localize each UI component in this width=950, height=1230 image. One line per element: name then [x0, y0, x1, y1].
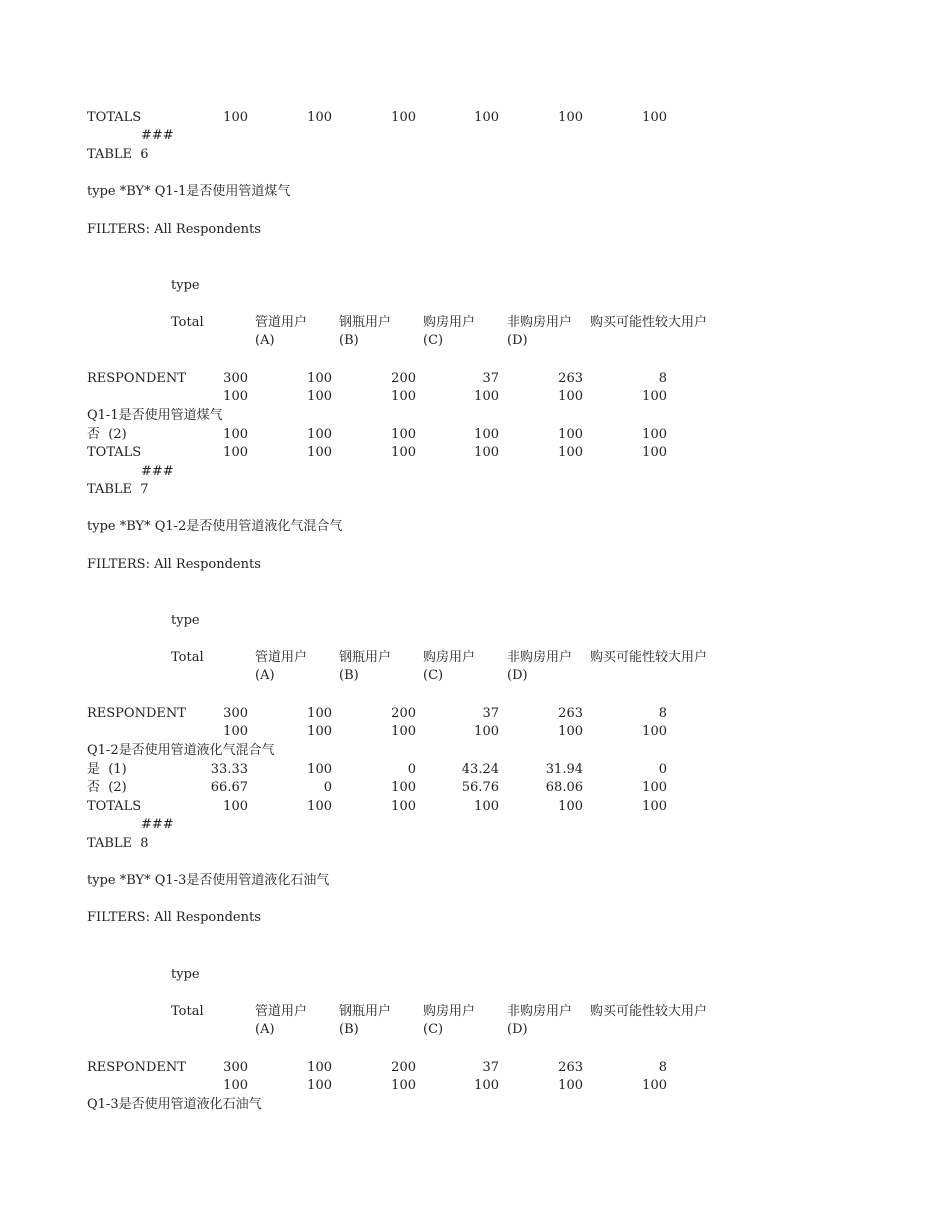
totals-cell: 100 [558, 445, 583, 460]
totals-cell: 100 [223, 445, 248, 460]
respondent-pct-cell: 100 [307, 724, 332, 739]
column-header: 购房用户 [423, 650, 476, 665]
column-header: 购买可能性较大用户 [590, 650, 708, 665]
row-cell: 100 [642, 427, 667, 442]
respondent-label: RESPONDENT [87, 371, 186, 386]
hash-separator: ### [141, 464, 174, 479]
column-letter: (B) [339, 1022, 359, 1037]
respondent-pct-cell: 100 [307, 1078, 332, 1093]
row-cell: 43.24 [461, 762, 499, 777]
column-letter: (C) [423, 333, 444, 348]
respondent-cell: 300 [223, 706, 248, 721]
hash-separator: ### [141, 128, 174, 143]
totals-label: TOTALS [87, 110, 142, 125]
column-letter: (A) [255, 1022, 275, 1037]
respondent-cell: 300 [223, 371, 248, 386]
respondent-cell: 37 [482, 1060, 499, 1075]
variable-label: Q1-3是否使用管道液化石油气 [87, 1097, 262, 1112]
respondent-cell: 300 [223, 1060, 248, 1075]
totals-cell: 100 [642, 445, 667, 460]
respondent-pct-cell: 100 [558, 724, 583, 739]
totals-cell: 100 [558, 110, 583, 125]
respondent-cell: 100 [307, 706, 332, 721]
row-cell: 100 [391, 780, 416, 795]
column-header: 管道用户 [255, 315, 308, 330]
column-header: 钢瓶用户 [339, 650, 392, 665]
totals-cell: 100 [307, 799, 332, 814]
column-letter: (C) [423, 668, 444, 683]
column-header-total: Total [171, 315, 204, 330]
row-cell: 56.76 [461, 780, 499, 795]
column-header: 非购房用户 [507, 650, 573, 665]
row-cell: 0 [658, 762, 667, 777]
column-header: 购买可能性较大用户 [590, 1004, 708, 1019]
respondent-pct-cell: 100 [223, 724, 248, 739]
hash-separator: ### [141, 817, 174, 832]
respondent-pct-cell: 100 [474, 389, 499, 404]
totals-cell: 100 [307, 445, 332, 460]
row-label: 否 (2) [87, 780, 127, 795]
respondent-cell: 8 [658, 1060, 667, 1075]
column-header: 购买可能性较大用户 [590, 315, 708, 330]
column-header: 管道用户 [255, 650, 308, 665]
column-header: 购房用户 [423, 315, 476, 330]
respondent-pct-cell: 100 [558, 1078, 583, 1093]
row-cell: 100 [474, 427, 499, 442]
column-header: 非购房用户 [507, 315, 573, 330]
respondent-cell: 200 [391, 1060, 416, 1075]
totals-cell: 100 [558, 799, 583, 814]
respondent-pct-cell: 100 [474, 1078, 499, 1093]
totals-label: TOTALS [87, 799, 142, 814]
banner-type-label: type [171, 278, 200, 293]
totals-cell: 100 [474, 445, 499, 460]
totals-cell: 100 [391, 799, 416, 814]
respondent-pct-cell: 100 [223, 1078, 248, 1093]
table-title: TABLE 6 [87, 147, 149, 162]
column-letter: (A) [255, 668, 275, 683]
column-header: 钢瓶用户 [339, 1004, 392, 1019]
respondent-pct-cell: 100 [558, 389, 583, 404]
respondent-pct-cell: 100 [307, 389, 332, 404]
variable-label: Q1-1是否使用管道煤气 [87, 408, 223, 423]
row-cell: 0 [323, 780, 332, 795]
row-cell: 100 [391, 427, 416, 442]
respondent-pct-cell: 100 [223, 389, 248, 404]
table-title: TABLE 7 [87, 482, 149, 497]
row-label: 是 (1) [87, 762, 127, 777]
column-header: 钢瓶用户 [339, 315, 392, 330]
column-letter: (B) [339, 333, 359, 348]
table-title: TABLE 8 [87, 836, 149, 851]
row-cell: 33.33 [210, 762, 248, 777]
column-header: 管道用户 [255, 1004, 308, 1019]
row-cell: 100 [642, 780, 667, 795]
respondent-cell: 200 [391, 371, 416, 386]
totals-cell: 100 [391, 445, 416, 460]
filters-line: FILTERS: All Respondents [87, 557, 261, 572]
column-header-total: Total [171, 1004, 204, 1019]
column-header: 非购房用户 [507, 1004, 573, 1019]
respondent-cell: 100 [307, 371, 332, 386]
row-cell: 100 [223, 427, 248, 442]
totals-cell: 100 [474, 799, 499, 814]
banner-type-label: type [171, 967, 200, 982]
totals-label: TOTALS [87, 445, 142, 460]
row-cell: 68.06 [545, 780, 583, 795]
respondent-pct-cell: 100 [642, 389, 667, 404]
column-letter: (B) [339, 668, 359, 683]
totals-cell: 100 [391, 110, 416, 125]
column-letter: (D) [507, 668, 528, 683]
respondent-cell: 37 [482, 371, 499, 386]
column-letter: (D) [507, 1022, 528, 1037]
table-question: type *BY* Q1-3是否使用管道液化石油气 [87, 873, 330, 888]
totals-cell: 100 [642, 110, 667, 125]
respondent-cell: 263 [558, 706, 583, 721]
column-letter: (A) [255, 333, 275, 348]
column-letter: (D) [507, 333, 528, 348]
row-cell: 100 [558, 427, 583, 442]
respondent-pct-cell: 100 [642, 724, 667, 739]
column-header-total: Total [171, 650, 204, 665]
column-letter: (C) [423, 1022, 444, 1037]
row-cell: 31.94 [545, 762, 583, 777]
respondent-cell: 37 [482, 706, 499, 721]
respondent-pct-cell: 100 [391, 1078, 416, 1093]
totals-cell: 100 [223, 110, 248, 125]
respondent-cell: 8 [658, 706, 667, 721]
filters-line: FILTERS: All Respondents [87, 222, 261, 237]
totals-cell: 100 [642, 799, 667, 814]
respondent-label: RESPONDENT [87, 706, 186, 721]
respondent-label: RESPONDENT [87, 1060, 186, 1075]
respondent-pct-cell: 100 [391, 724, 416, 739]
row-cell: 100 [307, 427, 332, 442]
table-question: type *BY* Q1-1是否使用管道煤气 [87, 184, 291, 199]
totals-cell: 100 [474, 110, 499, 125]
totals-cell: 100 [307, 110, 332, 125]
respondent-cell: 263 [558, 1060, 583, 1075]
row-cell: 0 [407, 762, 416, 777]
variable-label: Q1-2是否使用管道液化气混合气 [87, 743, 275, 758]
row-label: 否 (2) [87, 427, 127, 442]
filters-line: FILTERS: All Respondents [87, 910, 261, 925]
row-cell: 66.67 [210, 780, 248, 795]
column-header: 购房用户 [423, 1004, 476, 1019]
respondent-pct-cell: 100 [474, 724, 499, 739]
table-question: type *BY* Q1-2是否使用管道液化气混合气 [87, 519, 343, 534]
respondent-cell: 200 [391, 706, 416, 721]
respondent-cell: 100 [307, 1060, 332, 1075]
respondent-pct-cell: 100 [391, 389, 416, 404]
banner-type-label: type [171, 613, 200, 628]
respondent-pct-cell: 100 [642, 1078, 667, 1093]
respondent-cell: 8 [658, 371, 667, 386]
row-cell: 100 [307, 762, 332, 777]
respondent-cell: 263 [558, 371, 583, 386]
totals-cell: 100 [223, 799, 248, 814]
